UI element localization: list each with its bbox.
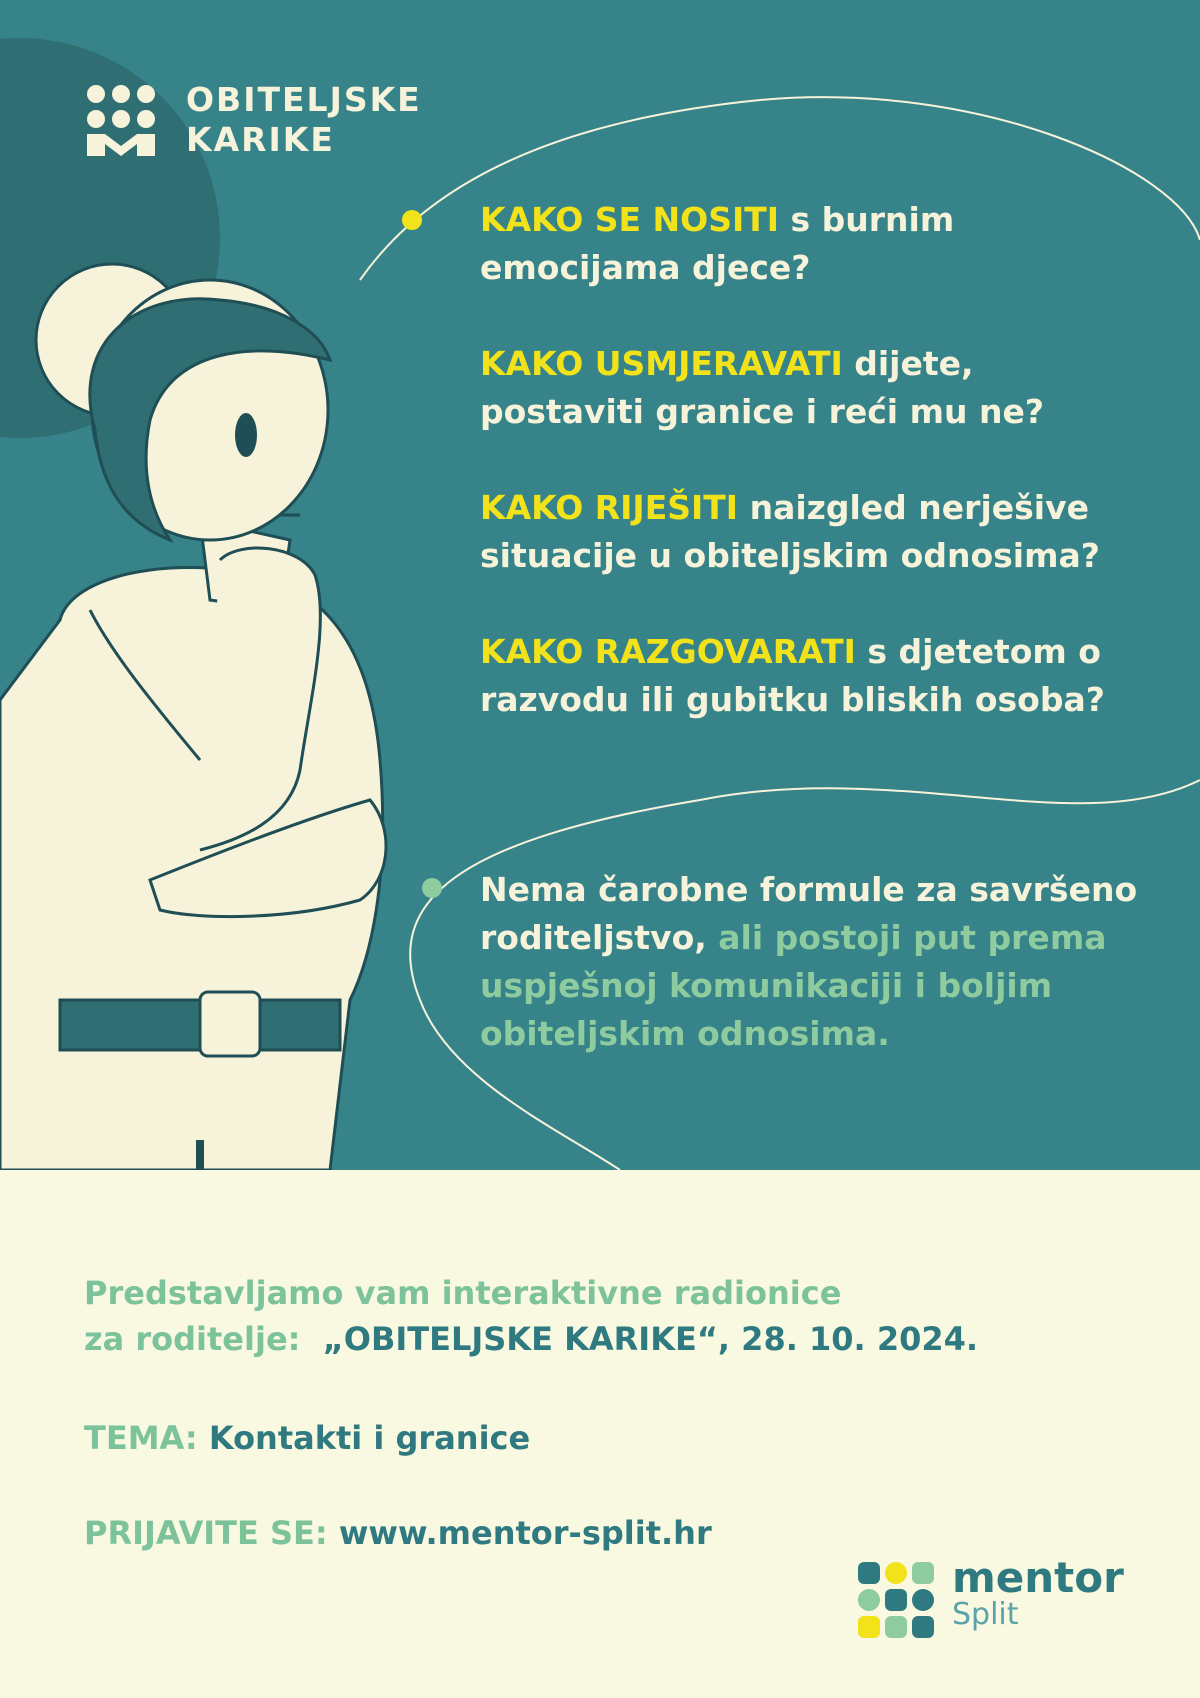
belt-buckle — [200, 992, 260, 1056]
intro-line-2b: „OBITELJSKE KARIKE“, 28. 10. 2024. — [322, 1320, 979, 1358]
question-3 — [480, 484, 1100, 580]
note-line-2-green: ali postoji put prema — [706, 918, 1107, 957]
mentor-city: Split — [952, 1597, 1019, 1632]
note-line-3: uspješnoj komunikaciji i boljim — [480, 966, 1053, 1005]
question-1-rest: s burnim — [779, 200, 955, 239]
question-2-highlight: KAKO USMJERAVATI — [480, 344, 843, 383]
note-line-1: Nema čarobne formule za savršeno — [480, 870, 1138, 909]
yellow-bullet-icon — [402, 210, 422, 230]
signup-label: PRIJAVITE SE: — [84, 1514, 328, 1552]
question-2 — [480, 340, 1044, 436]
question-3-line-2: situacije u obiteljskim odnosima? — [480, 536, 1100, 575]
mentor-split-logo-icon — [858, 1562, 934, 1638]
intro-line-1: Predstavljamo vam interaktivne radionice — [84, 1274, 842, 1312]
obiteljske-karike-logo-icon — [84, 84, 158, 158]
question-3-highlight: KAKO RIJEŠITI — [480, 488, 739, 527]
mentor-split-logo-text — [952, 1554, 1124, 1632]
question-2-rest: dijete, — [842, 344, 974, 383]
intro-text — [84, 1270, 978, 1362]
question-4-rest: s djetetom o — [855, 632, 1101, 671]
question-1-highlight: KAKO SE NOSITI — [480, 200, 780, 239]
question-3-rest: naizgled nerješive — [738, 488, 1089, 527]
mentor-name: mentor — [952, 1553, 1124, 1602]
question-4-highlight: KAKO RAZGOVARATI — [480, 632, 856, 671]
note-line-4: obiteljskim odnosima. — [480, 1014, 890, 1053]
topic-label: TEMA: — [84, 1419, 198, 1457]
green-bullet-icon — [422, 878, 442, 898]
question-4-line-2: razvodu ili gubitku bliskih osoba? — [480, 680, 1105, 719]
note-line-2-white: roditeljstvo, — [480, 918, 707, 957]
question-1 — [480, 196, 954, 292]
topic-value: Kontakti i granice — [197, 1419, 531, 1457]
brand-line-2: KARIKE — [186, 120, 335, 159]
closing-note — [480, 866, 1137, 1058]
signup-line — [84, 1510, 712, 1556]
question-4 — [480, 628, 1105, 724]
question-1-line-2: emocijama djece? — [480, 248, 811, 287]
signup-url-link[interactable]: www.mentor-split.hr — [327, 1514, 712, 1552]
eye — [235, 413, 257, 457]
question-2-line-2: postaviti granice i reći mu ne? — [480, 392, 1044, 431]
topic-line — [84, 1415, 530, 1461]
intro-line-2a: za roditelje: — [84, 1320, 323, 1358]
brand-line-1: OBITELJSKE — [186, 80, 422, 119]
brand-title — [186, 80, 422, 160]
